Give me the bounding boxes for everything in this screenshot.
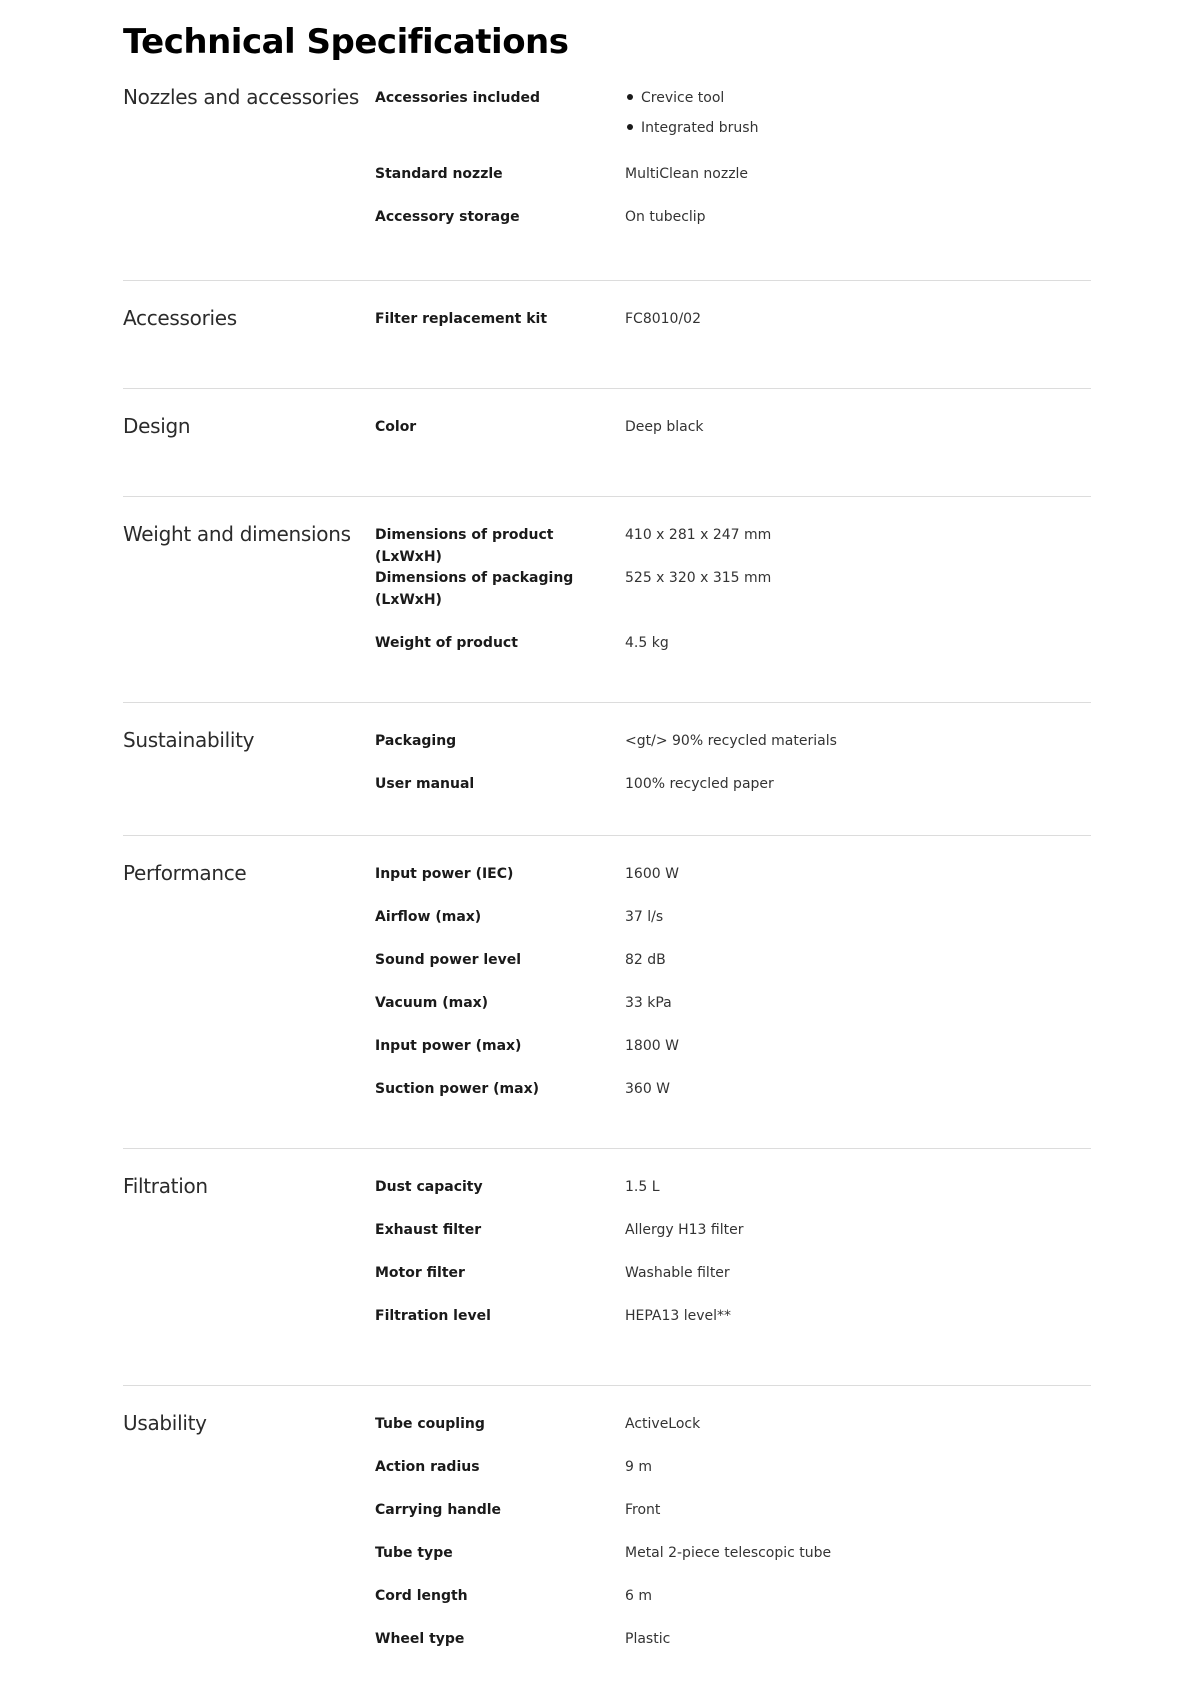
spec-label: Carrying handle [375,1502,502,1518]
section-title: Design [123,414,191,438]
spec-value: Allergy H13 filter [625,1222,744,1238]
spec-rows [375,1173,1091,1345]
spec-label: Motor filter [375,1265,465,1281]
spec-label: Accessories included [375,90,540,106]
spec-row [375,1453,1091,1496]
spec-label: Filter replacement kit [375,311,548,327]
spec-row [375,521,1091,564]
section-title: Nozzles and accessories [123,85,360,109]
spec-row [375,903,1091,946]
spec-row [375,989,1091,1032]
section-title: Filtration [123,1174,208,1198]
spec-rows [375,413,1091,456]
spec-rows [375,521,1091,672]
spec-label: Input power (max) [375,1038,522,1054]
spec-value: 525 x 320 x 315 mm [625,570,772,586]
spec-value: Deep black [625,419,704,435]
spec-label: Airflow (max) [375,909,482,925]
spec-row [375,1625,1091,1668]
spec-value: MultiClean nozzle [625,166,749,182]
list-item: Crevice tool [625,87,1091,117]
spec-value: 1800 W [625,1038,679,1054]
spec-label: Standard nozzle [375,166,503,182]
spec-value: Washable filter [625,1265,730,1281]
spec-label: Exhaust filter [375,1222,482,1238]
section-title: Sustainability [123,728,255,752]
spec-label: Weight of product [375,635,518,651]
spec-row [375,860,1091,903]
spec-section [123,389,1091,497]
spec-value: On tubeclip [625,209,706,225]
spec-row [375,1216,1091,1259]
spec-section [123,1149,1091,1386]
spec-sections [123,72,1091,1668]
spec-rows [375,84,1091,246]
spec-row [375,727,1091,770]
spec-label: Dimensions of product (LxWxH) [375,527,554,565]
spec-value: Front [625,1502,661,1518]
spec-row [375,84,1091,160]
spec-value: Plastic [625,1631,671,1647]
spec-section [123,497,1091,703]
spec-value: FC8010/02 [625,311,701,327]
spec-value: 9 m [625,1459,652,1475]
spec-value: Metal 2-piece telescopic tube [625,1545,832,1561]
spec-row [375,1302,1091,1345]
spec-label: Filtration level [375,1308,491,1324]
spec-value [625,84,1091,160]
spec-section [123,281,1091,389]
spec-value: 1.5 L [625,1179,660,1195]
spec-label: Tube type [375,1545,453,1561]
list-item: Integrated brush [625,117,1091,147]
spec-row [375,770,1091,813]
spec-label: Wheel type [375,1631,465,1647]
section-title: Accessories [123,306,237,330]
spec-section [123,1386,1091,1668]
spec-row [375,629,1091,672]
spec-label: Tube coupling [375,1416,485,1432]
spec-value: 360 W [625,1081,671,1097]
spec-label: Input power (IEC) [375,866,514,882]
spec-label: Accessory storage [375,209,520,225]
spec-row [375,1410,1091,1453]
spec-value: 1600 W [625,866,679,882]
spec-rows [375,1410,1091,1668]
spec-label: Vacuum (max) [375,995,489,1011]
spec-section [123,703,1091,836]
section-title: Performance [123,861,247,885]
spec-label: Sound power level [375,952,522,968]
spec-row [375,1496,1091,1539]
spec-row [375,305,1091,348]
spec-row [375,564,1091,629]
spec-label: Dimensions of packaging (LxWxH) [375,570,574,608]
spec-row [375,1075,1091,1118]
spec-value: 33 kPa [625,995,672,1011]
spec-row [375,1173,1091,1216]
spec-value: ActiveLock [625,1416,701,1432]
spec-value: HEPA13 level** [625,1308,732,1324]
spec-section [123,72,1091,281]
spec-row [375,413,1091,456]
spec-row [375,1032,1091,1075]
spec-row [375,1259,1091,1302]
spec-value: 82 dB [625,952,666,968]
spec-row [375,203,1091,246]
spec-section [123,836,1091,1149]
section-title: Weight and dimensions [123,522,351,546]
spec-label: User manual [375,776,475,792]
spec-row [375,160,1091,203]
spec-row [375,946,1091,989]
spec-label: Action radius [375,1459,480,1475]
spec-rows [375,727,1091,813]
spec-label: Color [375,419,417,435]
spec-value: 37 l/s [625,909,664,925]
section-title: Usability [123,1411,207,1435]
spec-value: 100% recycled paper [625,776,774,792]
accessories-list [625,87,1091,147]
spec-value: 410 x 281 x 247 mm [625,527,772,543]
page-title: Technical Specifications [123,22,569,62]
spec-value: 6 m [625,1588,652,1604]
spec-value: <gt/> 90% recycled materials [625,733,837,749]
spec-label: Cord length [375,1588,468,1604]
spec-rows [375,860,1091,1118]
spec-label: Suction power (max) [375,1081,540,1097]
spec-value: 4.5 kg [625,635,669,651]
spec-rows [375,305,1091,348]
spec-row [375,1539,1091,1582]
spec-label: Dust capacity [375,1179,483,1195]
spec-label: Packaging [375,733,457,749]
spec-row [375,1582,1091,1625]
